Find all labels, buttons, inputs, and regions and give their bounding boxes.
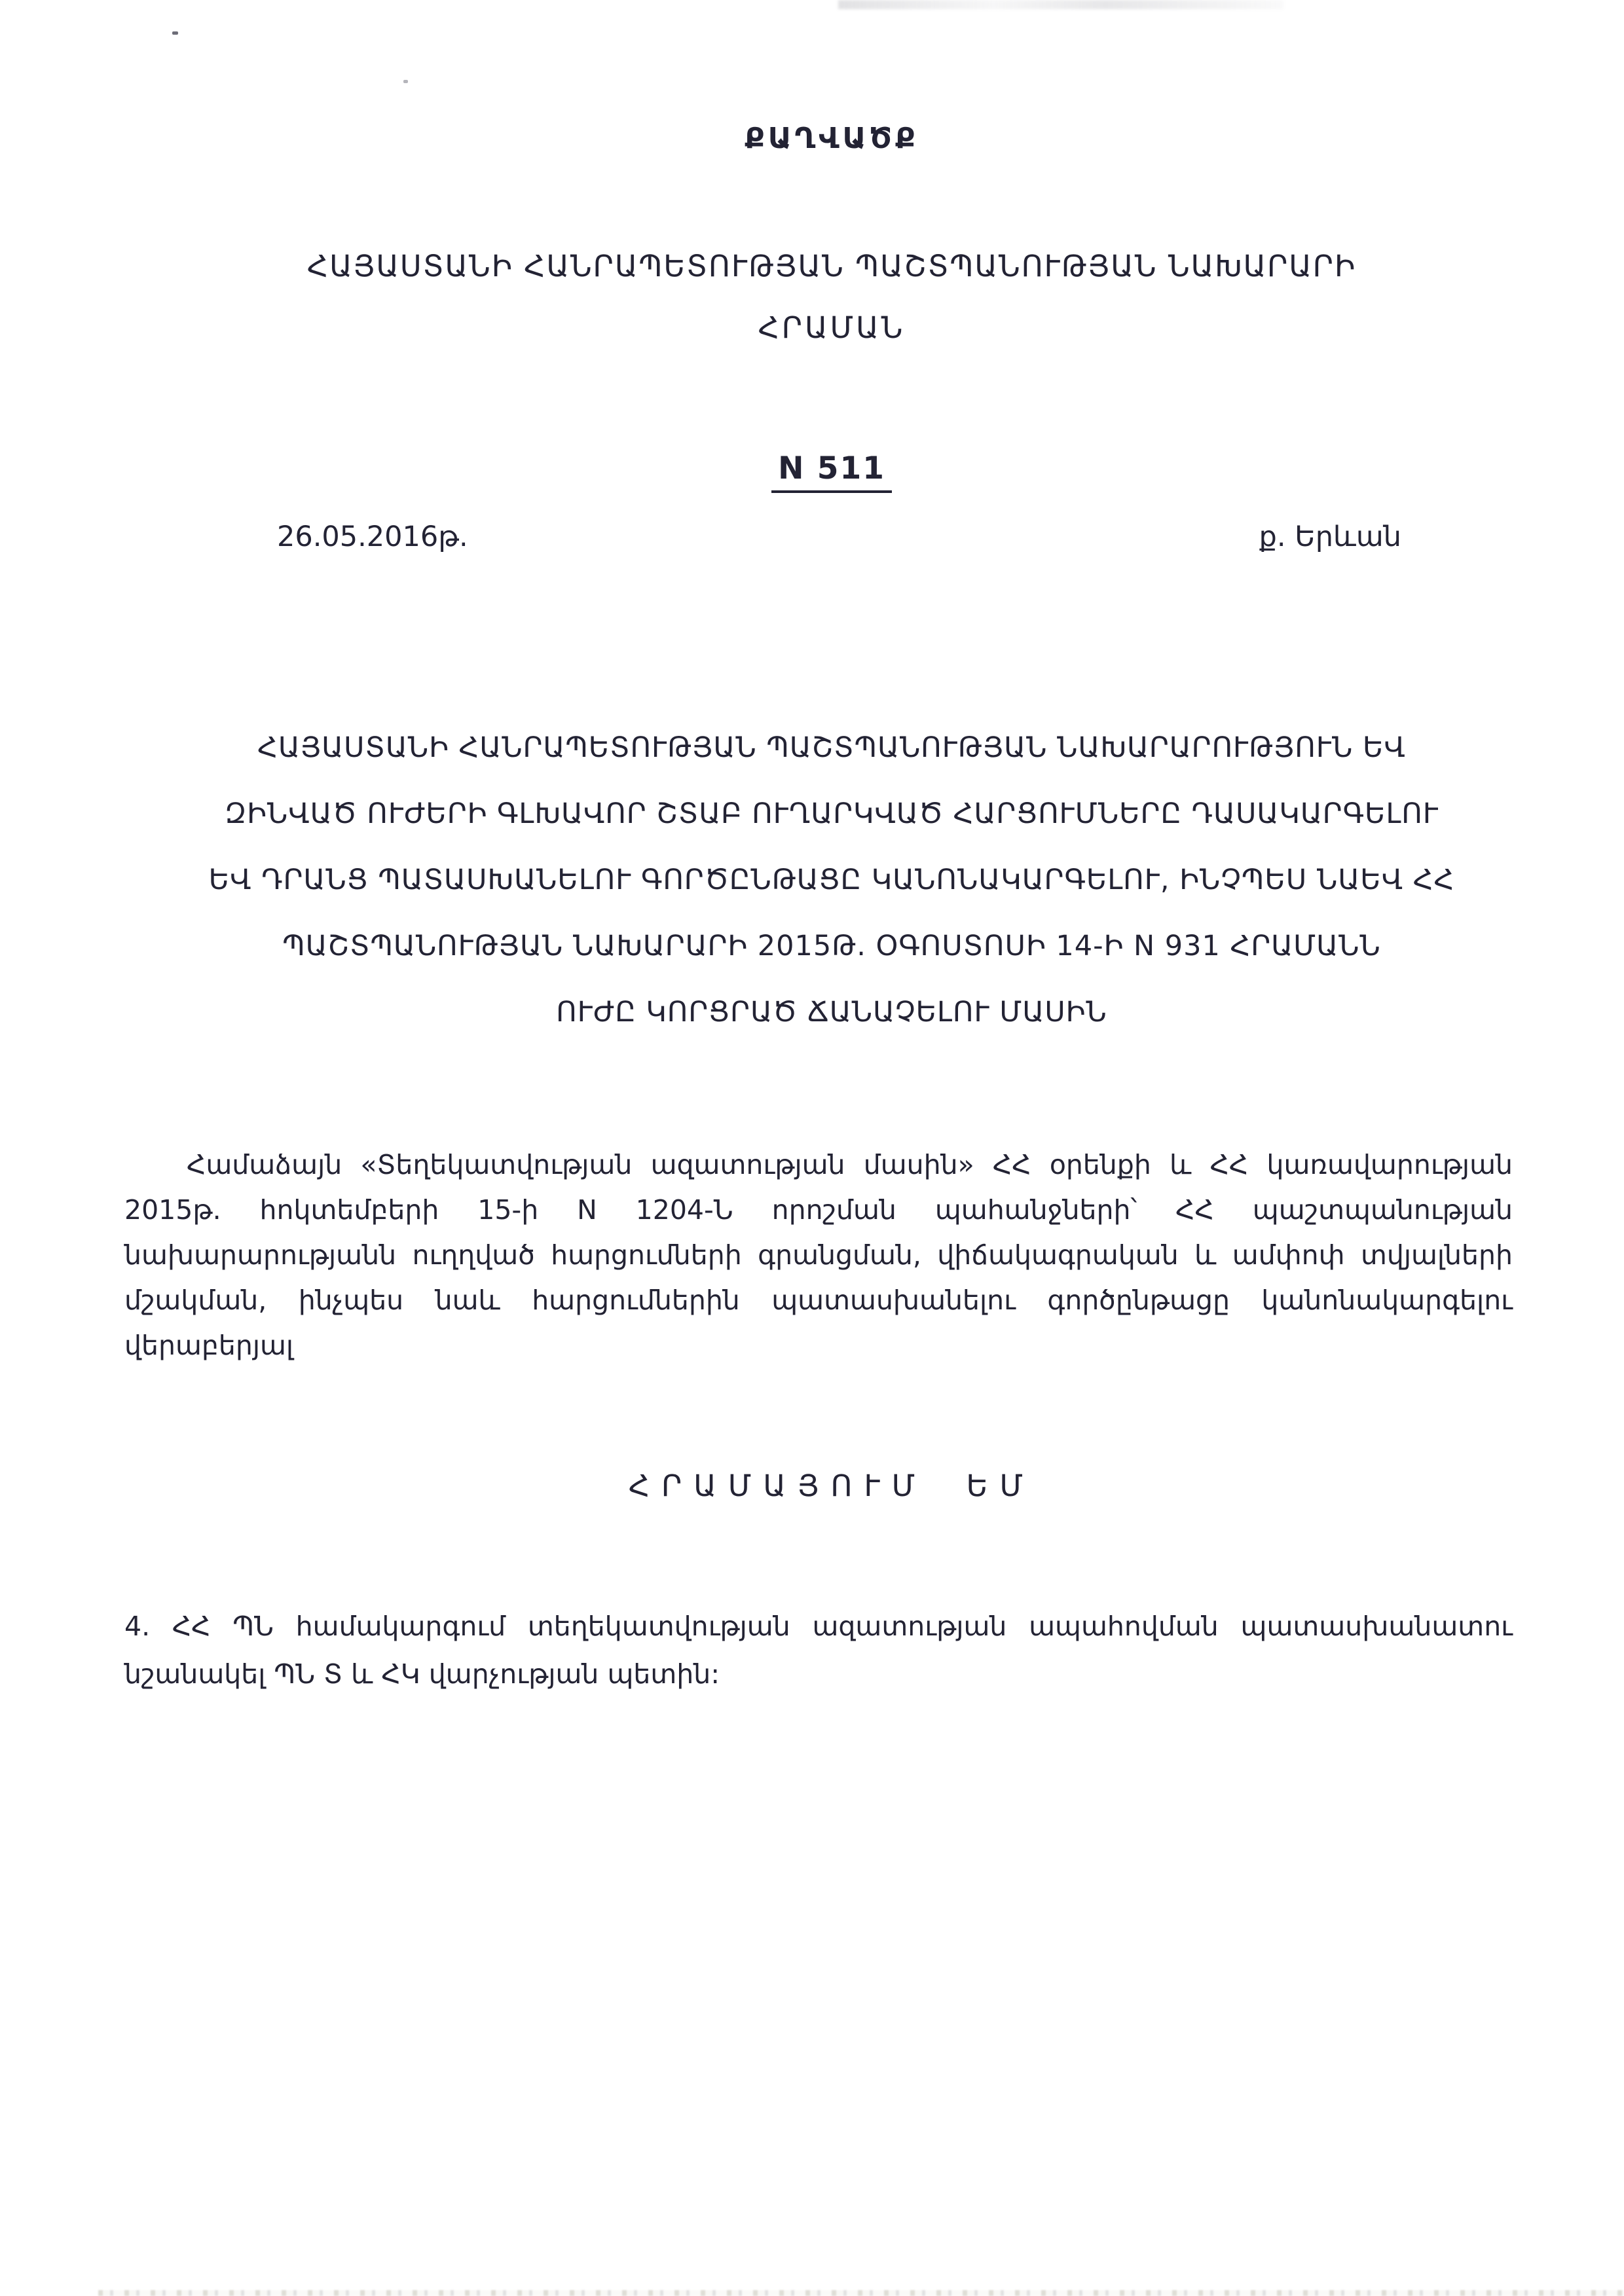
order-date: 26.05.2016թ.: [277, 520, 468, 553]
order-item-line: 4. ՀՀ ՊՆ համակարգում տեղեկատվության ազատության ապահովման պատասխանատու: [124, 1611, 1513, 1642]
preamble-line: 2015թ. հոկտեմբերի 15-ի N 1204-Ն որոշման պահանջների՝ ՀՀ պաշտպանության: [124, 1194, 1513, 1226]
preamble-paragraph: [124, 1142, 1513, 1368]
scan-speck: [403, 80, 408, 83]
decree-phrase: ՀՐԱՄԱՅՈՒՄ ԵՄ: [628, 1468, 1035, 1503]
subject-line: ՈՒԺԸ ԿՈՐՑՐԱԾ ՃԱՆԱՉԵԼՈՒ ՄԱՍԻՆ: [556, 996, 1107, 1029]
scan-artifact-top-edge: [838, 0, 1283, 9]
order-subject: [39, 715, 1624, 1046]
subject-line: ՊԱՇՏՊԱՆՈՒԹՅԱՆ ՆԱԽԱՐԱՐԻ 2015Թ. ՕԳՈՍՏՈՍԻ 14-Ի N 931 ՀՐԱՄԱՆՆ: [282, 930, 1381, 962]
date-place-row: [0, 520, 1624, 553]
subject-line: ՀԱՅԱՍՏԱՆԻ ՀԱՆՐԱՊԵՏՈՒԹՅԱՆ ՊԱՇՏՊԱՆՈՒԹՅԱՆ ՆԱԽԱՐԱՐՈՒԹՅՈՒՆ ԵՎ: [257, 731, 1406, 764]
preamble-line: մշակման, ինչպես նաև հարցումներին պատասխանելու գործընթացը կանոնակարգելու: [124, 1285, 1513, 1316]
subject-line: ԶԻՆՎԱԾ ՈՒԺԵՐԻ ԳԼԽԱՎՈՐ ՇՏԱԲ ՈՒՂԱՐԿՎԱԾ ՀԱՐՑՈՒՄՆԵՐԸ ԴԱՍԱԿԱՐԳԵԼՈՒ: [224, 797, 1439, 830]
order-place: ք. Երևան: [1259, 520, 1401, 553]
order-item-line: նշանակել ՊՆ Տ և ՀԿ վարչության պետին:: [124, 1658, 720, 1690]
preamble-line: նախարարությանն ուղղված հարցումների գրանցման, վիճակագրական և ամփոփ տվյալների: [124, 1239, 1513, 1271]
preamble-line: վերաբերյալ: [124, 1330, 294, 1361]
document-type-title: ՔԱՂՎԱԾՔ: [745, 122, 919, 155]
order-item-4: [124, 1603, 1513, 1698]
preamble-line: Համաձայն «Տեղեկատվության ազատության մասին» ՀՀ օրենքի և ՀՀ կառավարության: [187, 1149, 1513, 1180]
order-number-row: [39, 450, 1624, 493]
subject-line: ԵՎ ԴՐԱՆՑ ՊԱՏԱՍԽԱՆԵԼՈՒ ԳՈՐԾԸՆԹԱՑԸ ԿԱՆՈՆԱԿԱՐԳԵԼՈՒ, ԻՆՉՊԵՍ ՆԱԵՎ ՀՀ: [208, 864, 1455, 896]
scan-speck: [172, 31, 178, 35]
scan-artifact-bottom-edge: [98, 2290, 1624, 2296]
order-number: N 511: [771, 450, 892, 493]
issuing-authority-line: ՀԱՅԱՍՏԱՆԻ ՀԱՆՐԱՊԵՏՈՒԹՅԱՆ ՊԱՇՏՊԱՆՈՒԹՅԱՆ ՆԱԽԱՐԱՐԻ: [306, 249, 1357, 283]
document-kind: ՀՐԱՄԱՆ: [758, 310, 906, 345]
